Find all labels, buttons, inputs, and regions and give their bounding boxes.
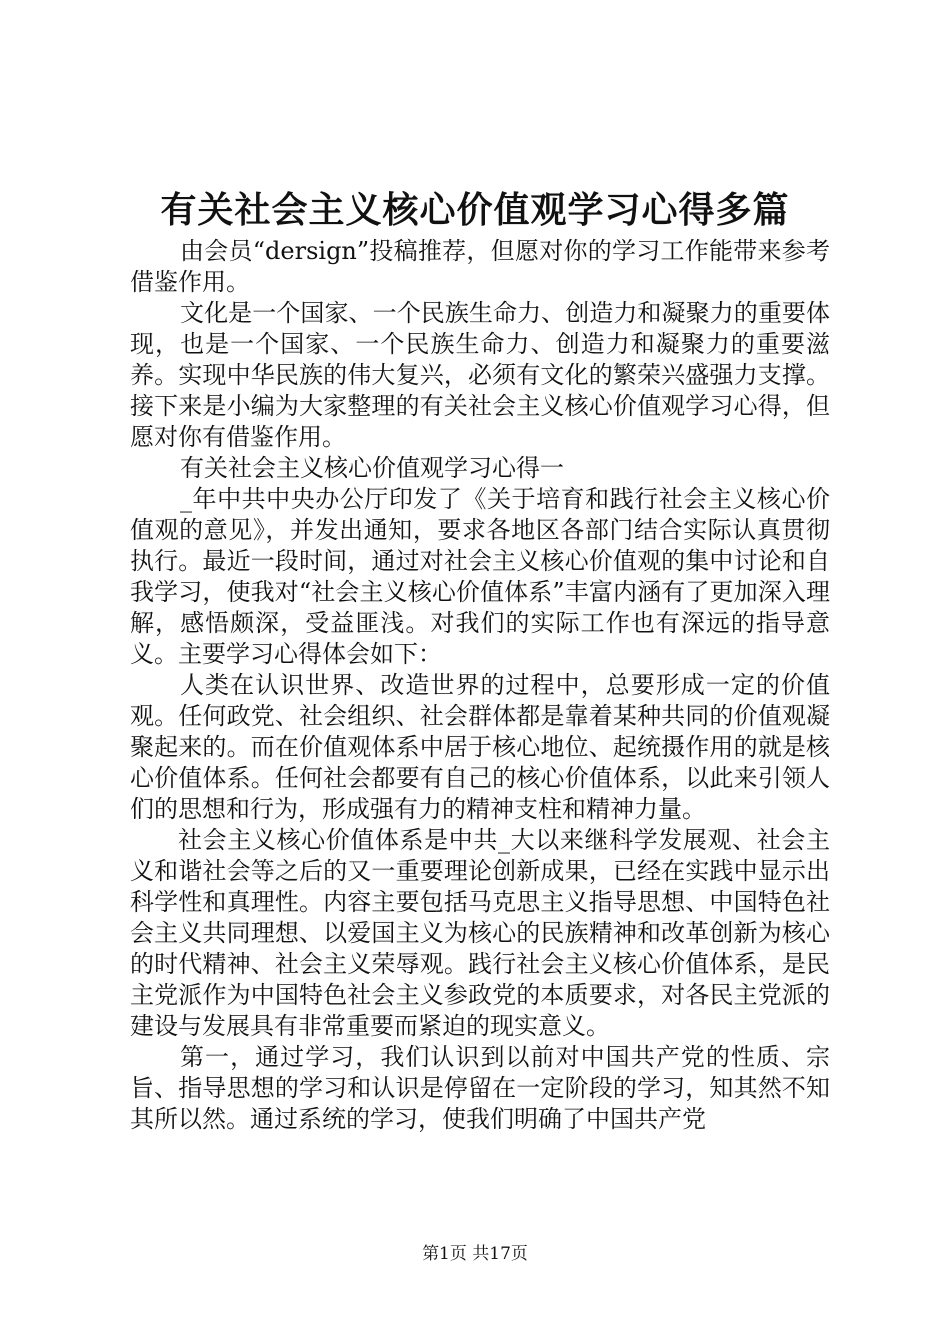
page-footer: 第1页 共17页 [422, 1244, 528, 1264]
paragraph: 社会主义核心价值体系是中共_大以来继科学发展观、社会主义和谐社会等之后的又一重要理论创新成果，已经在实践中显示出科学性和真理性。内容主要包括马克思主义指导思想、中国特色社会主义共同理想、以爱国主义为核心的民族精神和改革创新为核心的时代精神、社会主义荣辱观。践行社会主义核心价值体系，是民主党派作为中国特色社会主义参政党的本质要求，对各民主党派的建设与发展具有非常重要而紧迫的现实意义。 [130, 826, 830, 1040]
paragraph: 第一，通过学习，我们认识到以前对中国共产党的性质、宗旨、指导思想的学习和认识是停留在一定阶段的学习，知其然不知其所以然。通过系统的学习，使我们明确了中国共产党 [130, 1043, 830, 1133]
document-title: 有关社会主义核心价值观学习心得多篇 [160, 189, 790, 231]
paragraph: 人类在认识世界、改造世界的过程中，总要形成一定的价值观。任何政党、社会组织、社会群体都是靠着某种共同的价值观凝聚起来的。而在价值观体系中居于核心地位、起统摄作用的就是核心价值体系。任何社会都要有自己的核心价值体系，以此来引领人们的思想和行为，形成强有力的精神支柱和精神力量。 [130, 671, 830, 823]
paragraph: _年中共中央办公厅印发了《关于培育和践行社会主义核心价值观的意见》，并发出通知，要求各地区各部门结合实际认真贯彻执行。最近一段时间，通过对社会主义核心价值观的集中讨论和自我学习，使我对“社会主义核心价值体系”丰富内涵有了更加深入理解，感悟颇深，受益匪浅。对我们的实际工作也有深远的指导意义。主要学习心得体会如下： [130, 485, 830, 668]
document-body [130, 236, 830, 1135]
paragraph: 文化是一个国家、一个民族生命力、创造力和凝聚力的重要体现，也是一个国家、一个民族生命力、创造力和凝聚力的重要滋养。实现中华民族的伟大复兴，必须有文化的繁荣兴盛强力支撑。接下来是小编为大家整理的有关社会主义核心价值观学习心得，但愿对你有借鉴作用。 [130, 299, 830, 451]
paragraph: 由会员“dersign”投稿推荐，但愿对你的学习工作能带来参考借鉴作用。 [130, 237, 830, 296]
section-heading: 有关社会主义核心价值观学习心得一 [180, 454, 564, 482]
